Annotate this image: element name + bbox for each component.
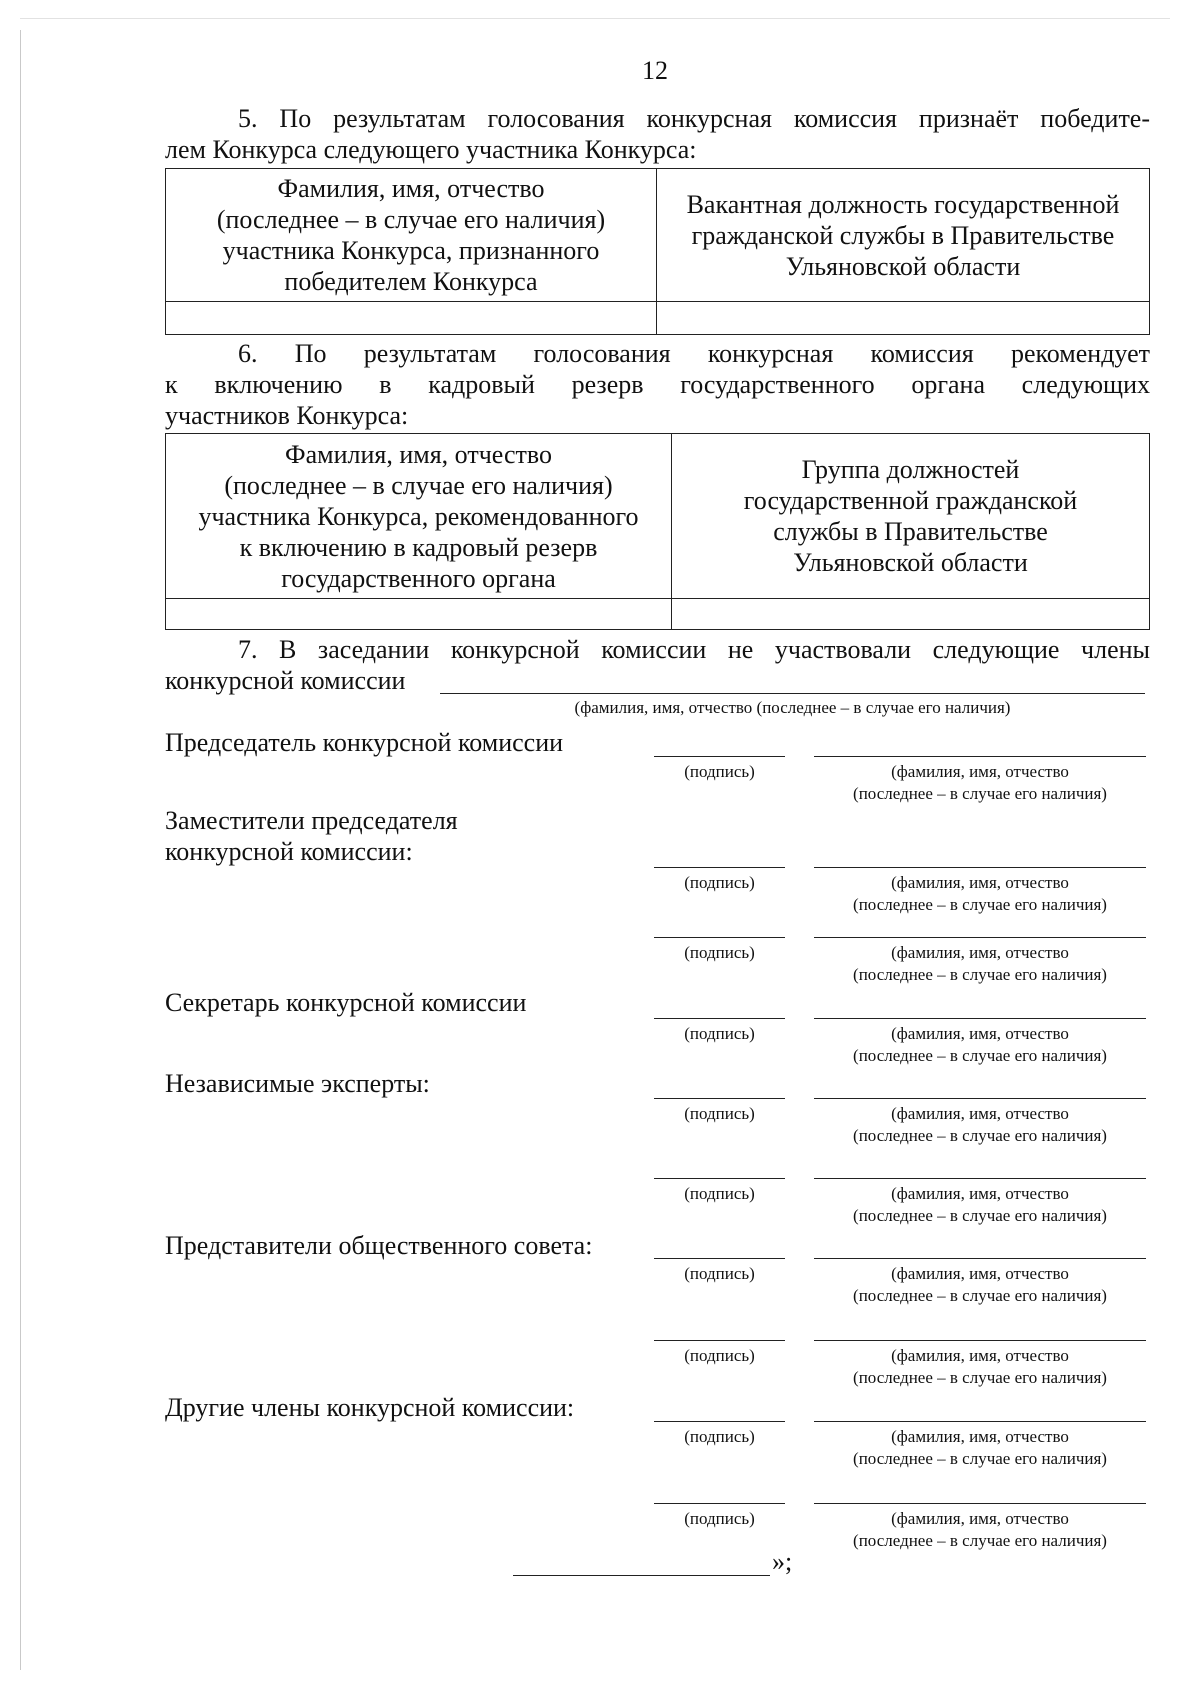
signature-caption: (подпись) — [684, 943, 755, 962]
name-line — [814, 1098, 1146, 1099]
name-caption: (фамилия, имя, отчество (последнее – в случае его наличия) — [853, 1346, 1107, 1387]
name-caption: (фамилия, имя, отчество (последнее – в случае его наличия) — [853, 1104, 1107, 1145]
name-line — [814, 867, 1146, 868]
name-caption: (фамилия, имя, отчество (последнее – в случае его наличия) — [853, 1184, 1107, 1225]
signature-line — [654, 867, 785, 868]
deputies-label: Заместители председателя конкурсной комиссии: — [165, 806, 458, 866]
signature-line — [654, 1178, 785, 1179]
signature-caption: (подпись) — [684, 1346, 755, 1365]
signature-line — [654, 1258, 785, 1259]
signature-line — [654, 1018, 785, 1019]
secretary-label: Секретарь конкурсной комиссии — [165, 988, 527, 1017]
signature-line — [654, 1098, 785, 1099]
section5-line1: 5. По результатам голосования конкурсная комиссия признаёт победите- — [238, 104, 1150, 133]
section6-line1: 6. По результатам голосования конкурсная комиссия рекомендует — [238, 339, 1150, 368]
name-caption: (фамилия, имя, отчество (последнее – в случае его наличия) — [853, 762, 1107, 803]
signature-caption: (подпись) — [684, 1184, 755, 1203]
closing-line — [513, 1575, 770, 1576]
signature-line — [654, 1340, 785, 1341]
signature-line — [654, 1503, 785, 1504]
closing-quote: »; — [772, 1547, 793, 1576]
signature-caption: (подпись) — [684, 762, 755, 781]
name-line — [814, 1421, 1146, 1422]
name-line — [814, 1018, 1146, 1019]
reserve-table-header-name: Фамилия, имя, отчество (последнее – в случае его наличия) участника Конкурса, рекомендованного к включению в кадровый резерв государственного органа — [166, 434, 672, 599]
signature-caption: (подпись) — [684, 1104, 755, 1123]
name-line — [814, 937, 1146, 938]
section7-line2: конкурсной комиссии — [165, 666, 406, 695]
signature-caption: (подпись) — [684, 873, 755, 892]
chairman-label: Председатель конкурсной комиссии — [165, 728, 564, 757]
signature-caption: (подпись) — [684, 1024, 755, 1043]
name-line — [814, 1340, 1146, 1341]
reserve-table-cell-group — [672, 599, 1150, 630]
reserve-table-cell-name — [166, 599, 672, 630]
other-members-label: Другие члены конкурсной комиссии: — [165, 1393, 575, 1422]
signature-caption: (подпись) — [684, 1427, 755, 1446]
absent-members-line — [440, 693, 1145, 694]
name-line — [814, 1503, 1146, 1504]
experts-label: Независимые эксперты: — [165, 1069, 430, 1098]
signature-line — [654, 1421, 785, 1422]
name-caption: (фамилия, имя, отчество (последнее – в случае его наличия) — [853, 943, 1107, 984]
winner-table-cell-position — [657, 302, 1150, 335]
public-council-label: Представители общественного совета: — [165, 1231, 593, 1260]
signature-line — [654, 756, 785, 757]
scan-edge-top — [20, 18, 1170, 19]
reserve-table — [165, 433, 1150, 630]
winner-table-header-name: Фамилия, имя, отчество (последнее – в случае его наличия) участника Конкурса, признанного победителем Конкурса — [166, 169, 657, 302]
winner-table-cell-name — [166, 302, 657, 335]
name-caption: (фамилия, имя, отчество (последнее – в случае его наличия) — [853, 1509, 1107, 1550]
signature-caption: (подпись) — [684, 1509, 755, 1528]
winner-table — [165, 168, 1150, 335]
scan-edge — [20, 30, 21, 1670]
name-caption: (фамилия, имя, отчество (последнее – в случае его наличия) — [853, 1264, 1107, 1305]
name-caption: (фамилия, имя, отчество (последнее – в случае его наличия) — [853, 1024, 1107, 1065]
signature-caption: (подпись) — [684, 1264, 755, 1283]
name-line — [814, 1178, 1146, 1179]
absent-members-caption: (фамилия, имя, отчество (последнее – в случае его наличия) — [574, 698, 1011, 717]
section6-line2: к включению в кадровый резерв государственного органа следующих — [165, 370, 1150, 399]
section7-line1: 7. В заседании конкурсной комиссии не участвовали следующие члены — [238, 635, 1150, 664]
section6-line3: участников Конкурса: — [165, 401, 409, 430]
winner-table-header-position: Вакантная должность государственной гражданской службы в Правительстве Ульяновской области — [657, 169, 1150, 302]
name-line — [814, 1258, 1146, 1259]
section5-line2: лем Конкурса следующего участника Конкурса: — [165, 135, 697, 164]
page-number: 12 — [642, 56, 668, 85]
reserve-table-header-group: Группа должностей государственной гражданской службы в Правительстве Ульяновской области — [672, 434, 1150, 599]
name-caption: (фамилия, имя, отчество (последнее – в случае его наличия) — [853, 1427, 1107, 1468]
name-line — [814, 756, 1146, 757]
signature-line — [654, 937, 785, 938]
name-caption: (фамилия, имя, отчество (последнее – в случае его наличия) — [853, 873, 1107, 914]
